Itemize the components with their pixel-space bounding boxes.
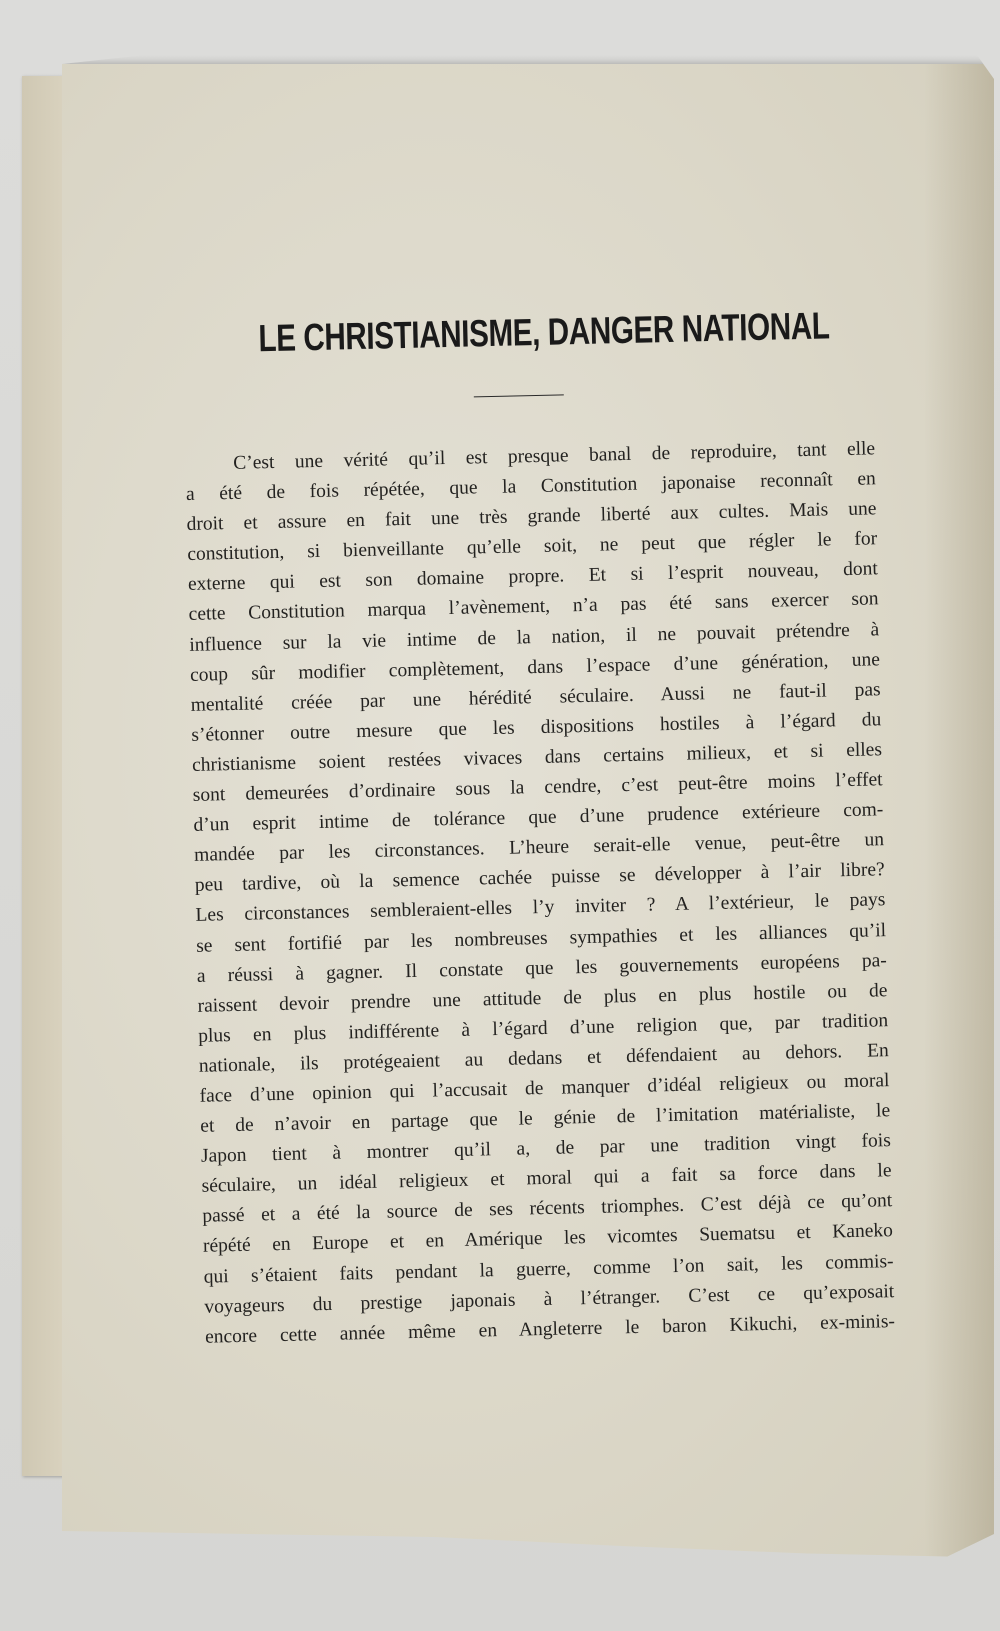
text-line: plus en plus indifférente à l’égard d’une religion que, par tradition [198, 1009, 889, 1047]
text-line: influence sur la vie intime de la nation, il ne pouvait prétendre à [189, 618, 880, 656]
text-line: et de n’avoir en partage que le génie de l’imitation matérialiste, le [200, 1100, 891, 1137]
text-line: a été de fois répétée, que la Constitution japonaise reconnaît en [185, 468, 877, 506]
text-line: face d’une opinion qui l’accusait de manquer d’idéal religieux ou moral [199, 1070, 890, 1107]
text-line: qui s’étaient faits pendant la guerre, comme l’on sait, les commis- [203, 1250, 894, 1288]
text-line: christianisme soient restées vivaces dans certains milieux, et si elles [191, 739, 883, 776]
text-line: s’étonner outre mesure que les dispositions hostiles à l’égard du [191, 709, 882, 746]
text-line: passé et a été la source de ses récents triomphes. C’est déjà ce qu’ont [202, 1190, 893, 1228]
page-content [182, 304, 895, 1352]
body-paragraph [185, 434, 895, 1352]
text-line: séculaire, un idéal religieux et moral qui a fait sa force dans le [201, 1160, 892, 1198]
text-line: peu tardive, où la semence cachée puisse se développer à l’air libre? [194, 859, 885, 897]
text-line: raissent devoir prendre une attitude de plus en plus hostile ou de [197, 979, 888, 1017]
text-line: se sent fortifié par les nombreuses sympathies et les alliances qu’il [195, 919, 887, 957]
text-line: C’est une vérité qu’il est presque banal de reproduire, tant elle [233, 438, 876, 474]
text-line: a réussi à gagner. Il constate que les gouvernements européens pa- [196, 949, 887, 987]
text-line: coup sûr modifier complètement, dans l’espace d’une génération, une [189, 648, 881, 686]
text-line: Les circonstances sembleraient-elles l’y inviter ? A l’extérieur, le pays [195, 889, 886, 927]
chapter-title: LE CHRISTIANISME, DANGER NATIONAL [257, 305, 830, 361]
text-line: Japon tient à montrer qu’il a, de par une tradition vingt fois [200, 1130, 892, 1167]
text-line: encore cette année même en Angleterre le baron Kikuchi, ex-minis- [204, 1310, 896, 1348]
text-line: mandée par les circonstances. L’heure serait-elle venue, peut-être un [193, 829, 885, 867]
text-line: constitution, si bienveillante qu’elle soit, ne peut que régler le for [187, 528, 878, 566]
text-line: répété en Europe et en Amérique les vicomtes Suematsu et Kaneko [202, 1220, 894, 1258]
title-divider-rule [474, 394, 564, 397]
text-line: sont demeurées d’ordinaire sous la cendre, c’est peut-être moins l’effet [192, 769, 883, 806]
text-line: cette Constitution marqua l’avènement, n’a pas été sans exercer son [188, 588, 879, 626]
text-line: mentalité créée par une hérédité séculaire. Aussi ne faut-il pas [190, 678, 881, 716]
text-line: droit et assure en fait une très grande liberté aux cultes. Mais une [186, 498, 877, 536]
text-line: externe qui est son domaine propre. Et si l’esprit nouveau, dont [187, 558, 879, 596]
text-line: nationale, ils protégeaient au dedans et défendaient au dehors. En [198, 1040, 889, 1077]
text-line: voyageurs du prestige japonais à l’étranger. C’est ce qu’exposait [204, 1280, 895, 1318]
text-line: d’un esprit intime de tolérance que d’une prudence extérieure com- [193, 799, 884, 836]
